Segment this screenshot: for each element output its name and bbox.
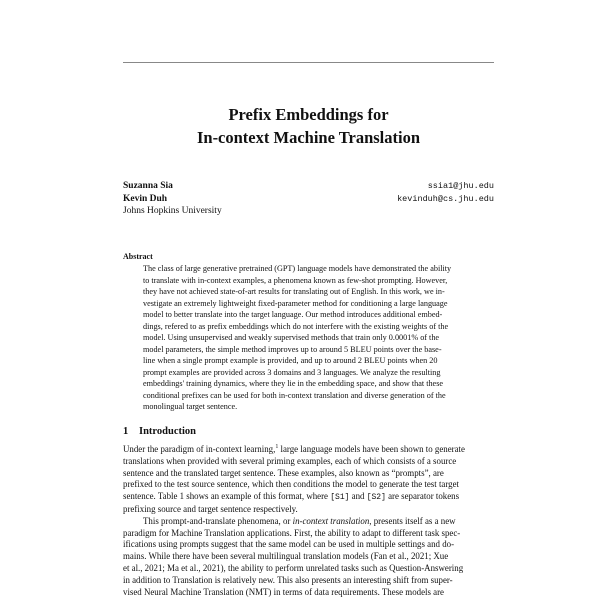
text-line: paradigm for Machine Translation applications. First, the ability to adapt to different task spec- [123, 527, 461, 538]
author-email: ssia1@jhu.edu [427, 181, 494, 191]
section-title: Introduction [139, 426, 196, 437]
separator-token: [S1] [330, 493, 350, 503]
author-name: Kevin Duh [123, 193, 168, 204]
text-line: prefixing source and target sentence respectively. [123, 503, 298, 514]
text-span: , presents itself as a new [369, 515, 456, 526]
text-line: ifications using prompts suggest that the same model can be used in multiple settings and do- [123, 539, 455, 550]
abstract-line: embeddings' training dynamics, where they lie in the embedding space, and show that these [143, 379, 444, 388]
section-number: 1 [123, 426, 129, 437]
text-span: are separator tokens [385, 491, 460, 502]
author-email: kevinduh@cs.jhu.edu [397, 193, 494, 204]
text-line: et al., 2021; Ma et al., 2021), the ability to perform unrelated tasks such as Question-Answering [123, 562, 464, 573]
author-block [123, 180, 494, 218]
text-span: This prompt-and-translate phenomena, or [143, 515, 293, 526]
text-line [123, 444, 495, 456]
italic-term: in-context translation [292, 515, 370, 526]
abstract-line: dings, refered to as prefix embeddings which do not interfere with the existing weights of the [143, 321, 449, 331]
affiliation: Johns Hopkins University [123, 206, 222, 216]
abstract-line: they have not achieved state-of-art results for translating out of English. In this work, we in- [143, 287, 445, 296]
author-name: Suzanna Sia [123, 181, 173, 191]
paper-title [100, 103, 517, 149]
abstract-line: line when a single prompt example is provided, and up to around 2 BLEU points when 20 [143, 356, 438, 365]
text-line [123, 516, 495, 528]
footnote-marker[interactable]: 1 [275, 444, 279, 450]
abstract-line: model parameters, the simple method improves up to around 5 BLEU points over the base- [143, 344, 442, 354]
text-line: sentence and the translated target sentence. These examples, also known as “prompts”, are [123, 467, 444, 478]
abstract-line: model to better translate into the target language. Our method introduces additional embed- [143, 310, 443, 319]
text-line [123, 491, 495, 504]
separator-token: [S2] [366, 493, 386, 503]
abstract-line: model. Using unsupervised and weakly supervised methods that train only 0.0001% of the [143, 333, 440, 342]
text-span: large language models have been shown to generate [278, 444, 465, 454]
abstract-heading: Abstract [123, 252, 153, 261]
title-line-2: In-context Machine Translation [196, 128, 421, 147]
text-line: translations when provided with several priming examples, each of which consists of a source [123, 455, 457, 466]
body-text [123, 444, 495, 598]
abstract-body [143, 263, 476, 413]
text-span: and [349, 491, 367, 502]
abstract-line: The class of large generative pretrained (GPT) language models have demonstrated the ability [143, 264, 452, 273]
author-row [123, 193, 494, 206]
abstract-line: prompt examples are provided across 3 domains and 3 languages. We analyze the resulting [143, 367, 441, 377]
section-heading [123, 426, 196, 437]
author-row [123, 180, 494, 193]
title-line-1: Prefix Embeddings for [228, 105, 389, 124]
text-line: mains. While there have been several multilingual translation models (Fan et al., 2021; Xue [123, 551, 449, 562]
top-rule [123, 62, 494, 63]
abstract-line: conditional prefixes can be used for both in-context translation and diverse generation of the [143, 390, 446, 400]
text-line: prefixed to the test source sentence, which then conditions the model to generate the test target [123, 479, 459, 490]
text-line: in addition to Translation is relatively new. This also presents an interesting shift from super- [123, 574, 453, 585]
text-span: Under the paradigm of in-context learning, [123, 444, 276, 454]
text-span: sentence. Table 1 shows an example of this format, where [123, 491, 331, 502]
abstract-line: vestigate an extremely lightweight fixed-parameter method for conditioning a large language [143, 298, 448, 308]
text-line: vised Neural Machine Translation (NMT) in terms of data requirements. These models are [123, 586, 444, 597]
abstract-line: to translate with in-context examples, a phenomena known as few-shot prompting. However, [143, 275, 448, 285]
abstract-line: monolingual target sentence. [143, 402, 238, 411]
